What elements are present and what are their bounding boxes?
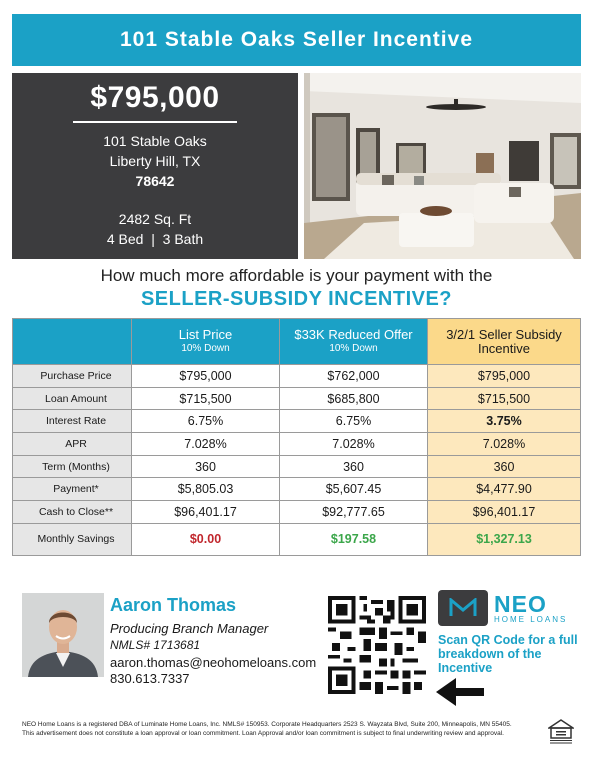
- row-label: Monthly Savings: [13, 523, 132, 555]
- cell-value: 6.75%: [132, 410, 280, 433]
- row-label: Cash to Close**: [13, 501, 132, 524]
- question-text: How much more affordable is your payment with the: [100, 266, 493, 285]
- price-divider: [73, 121, 237, 123]
- listing-price: $795,000: [90, 81, 220, 114]
- listing-city-state: Liberty Hill, TX: [109, 153, 201, 169]
- cell-value: $762,000: [280, 365, 428, 388]
- logo-sub: HOME LOANS: [494, 614, 568, 624]
- header-title: List Price: [178, 326, 233, 342]
- row-label: Term (Months): [13, 455, 132, 478]
- cell-value: 360: [280, 455, 428, 478]
- agent-title: Producing Branch Manager: [110, 621, 269, 636]
- house-interior-photo: [304, 73, 581, 259]
- agent-name: Aaron Thomas: [110, 595, 237, 615]
- disclaimer: [22, 721, 542, 738]
- cell-value: 7.028%: [428, 433, 581, 456]
- agent-headshot: [22, 593, 104, 677]
- agent-phone-link[interactable]: 830.613.7337: [110, 671, 190, 686]
- left-arrow-icon: [436, 676, 488, 708]
- cell-value: $715,500: [428, 387, 581, 410]
- table-row: [13, 478, 581, 501]
- cell-value: $5,805.03: [132, 478, 280, 501]
- row-label: Purchase Price: [13, 365, 132, 388]
- listing-beds-baths: 4 Bed | 3 Bath: [106, 231, 204, 247]
- qr-caption: Scan QR Code for a full breakdown of the Incentive: [438, 633, 578, 675]
- neo-logo-mark: [438, 590, 488, 626]
- page-title: 101 Stable Oaks Seller Incentive: [119, 28, 473, 51]
- savings-value: $1,327.13: [428, 523, 581, 555]
- header-reduced-offer: [280, 319, 428, 365]
- table-row: [13, 433, 581, 456]
- cell-value: $715,500: [132, 387, 280, 410]
- header-sub: 10% Down: [181, 342, 230, 354]
- agent-email-link[interactable]: aaron.thomas@neohomeloans.com: [110, 655, 317, 670]
- row-label: Loan Amount: [13, 387, 132, 410]
- table-row: [13, 387, 581, 410]
- savings-value: $0.00: [132, 523, 280, 555]
- table-row: [13, 365, 581, 388]
- header-sub: Incentive: [477, 340, 531, 356]
- table-row-savings: [13, 523, 581, 555]
- neo-home-loans-logo: [438, 590, 578, 626]
- row-label: Payment*: [13, 478, 132, 501]
- header-sub: 10% Down: [329, 342, 378, 354]
- table-row: [13, 455, 581, 478]
- table-header-row: [13, 319, 581, 365]
- table-row: [13, 410, 581, 433]
- cell-value: 7.028%: [132, 433, 280, 456]
- disclaimer-line: This advertisement does not constitute a loan approval or loan commitment. Loan Approval and/or loan commitment is subject to final underwriting review and approval.: [22, 729, 504, 737]
- cell-value: 3.75%: [428, 410, 581, 433]
- header-list-price: [132, 319, 280, 365]
- qr-code[interactable]: [328, 596, 426, 694]
- header-title: $33K Reduced Offer: [294, 326, 413, 342]
- agent-nmls: NMLS# 1713681: [110, 638, 201, 652]
- incentive-headline: SELLER-SUBSIDY INCENTIVE?: [140, 288, 453, 310]
- listing-zip: 78642: [135, 173, 175, 189]
- cell-value: $5,607.45: [280, 478, 428, 501]
- cell-value: $685,800: [280, 387, 428, 410]
- cell-value: $4,477.90: [428, 478, 581, 501]
- cell-value: $92,777.65: [280, 501, 428, 524]
- title-banner: [12, 14, 581, 66]
- disclaimer-line: NEO Home Loans is a registered DBA of Luminate Home Loans, Inc. NMLS# 150953. Corporate Headquarters 2523 S. Wayzata Blvd, Suite 200, Minneapolis, MN 55405.: [22, 721, 512, 728]
- cell-value: 360: [132, 455, 280, 478]
- listing-sqft: 2482 Sq. Ft: [118, 211, 192, 227]
- row-label: APR: [13, 433, 132, 456]
- cell-value: 7.028%: [280, 433, 428, 456]
- agent-contact: [110, 595, 325, 686]
- row-label: Interest Rate: [13, 410, 132, 433]
- cell-value: 6.75%: [280, 410, 428, 433]
- listing-info-box: [12, 73, 298, 259]
- cell-value: $795,000: [132, 365, 280, 388]
- cell-value: $96,401.17: [428, 501, 581, 524]
- logo-name: NEO: [494, 590, 547, 617]
- table-row: [13, 501, 581, 524]
- listing-street: 101 Stable Oaks: [103, 133, 207, 149]
- comparison-table: [12, 318, 581, 556]
- header-title: 3/2/1 Seller Subsidy: [446, 326, 562, 342]
- cell-value: $795,000: [428, 365, 581, 388]
- cell-value: 360: [428, 455, 581, 478]
- header-blank-cell: [13, 319, 132, 365]
- cell-value: $96,401.17: [132, 501, 280, 524]
- equal-housing-lender-icon: [548, 719, 574, 745]
- savings-value: $197.58: [280, 523, 428, 555]
- header-seller-subsidy: [428, 319, 581, 365]
